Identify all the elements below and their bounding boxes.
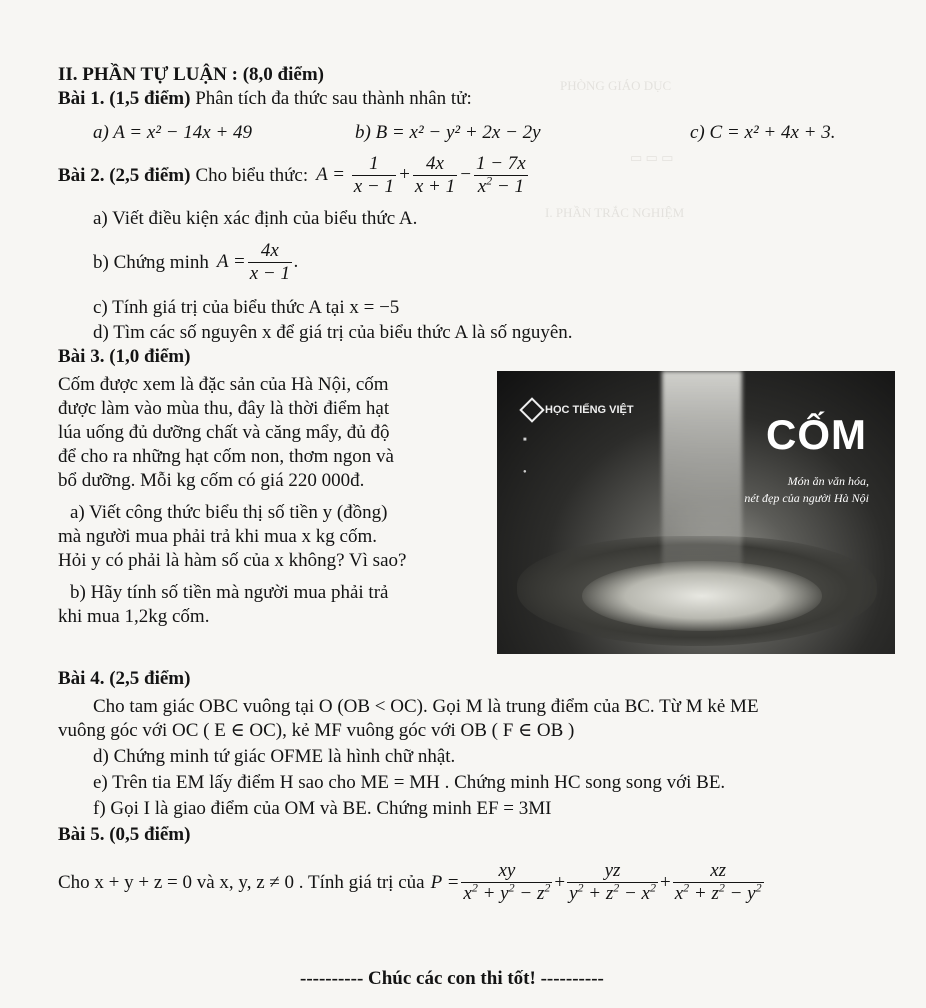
bai2-b: b) Chứng minh (93, 251, 209, 273)
bai4-e: e) Trên tia EM lấy điểm H sao cho ME = MH . Chứng minh HC song song với BE. (93, 772, 726, 793)
frac-1: $\frac{1}{x - 1}$ (353, 153, 395, 197)
bai5-title: Bài 5. (0,5 điểm) (58, 824, 191, 845)
bai4-d: d) Chứng minh tứ giác OFME là hình chữ nhật. (93, 746, 456, 767)
bleed-through-box: ▭ ▭ ▭ (630, 150, 674, 165)
bai3-line-5: bổ dưỡng. Mỗi kg cốm có giá 220 000đ. (58, 470, 365, 491)
photo-title: CỐM (766, 411, 867, 458)
bleed-through-text-2: I. PHẦN TRẮC NGHIỆM (545, 205, 685, 220)
logo-icon (519, 397, 544, 422)
bai4-intro-1: Cho tam giác OBC vuông tại O (OB < OC). Gọi M là trung điểm của BC. Từ M kẻ ME (93, 696, 759, 717)
bai3-line-6: a) Viết công thức biểu thị số tiền y (đồng) (70, 502, 388, 523)
frac-2: $\frac{4x}{x + 1}$ (414, 153, 456, 197)
brand-logo (523, 401, 634, 419)
brand-name: HỌC TIẾNG VIỆT (545, 404, 634, 416)
frac-P-3: $\frac{xz}{x^2 + z^2 - y^2}$ (674, 860, 762, 904)
bai1-title: Bài 1. (1,5 điểm) (58, 88, 191, 109)
bai1-line (58, 88, 472, 110)
bai2-prompt: Cho biểu thức: (195, 164, 309, 186)
bai3-line-8: Hỏi y có phải là hàm số của x không? Vì sao? (58, 550, 407, 571)
bai2-a: a) Viết điều kiện xác định của biểu thức A. (93, 208, 418, 229)
bai3-line-4: để cho ra những hạt cốm non, thơm ngon và (58, 446, 394, 467)
bai2-title: Bài 2. (2,5 điểm) (58, 164, 191, 186)
com-pile (582, 561, 822, 631)
bai2-line (58, 153, 530, 198)
bai2-expression: A = $\frac{1}{x - 1}$ + $\frac{4x}{x + 1}$ − $\frac{1 - 7x}{x^2 - 1}$ (316, 153, 526, 197)
bleed-through-text: PHÒNG GIÁO DỤC (560, 78, 672, 93)
phone-icon: ● (523, 469, 527, 475)
com-photo (497, 371, 895, 654)
bai3-line-10: khi mua 1,2kg cốm. (58, 606, 210, 627)
falling-com-grains (662, 371, 742, 591)
bai5-prompt: Cho x + y + z = 0 và x, y, z ≠ 0 . Tính giá trị của (58, 871, 425, 893)
bai3-line-1: Cốm được xem là đặc sản của Hà Nội, cốm (58, 374, 389, 395)
bai5-line: Cho x + y + z = 0 và x, y, z ≠ 0 . Tính giá trị của P = $\frac{xy}{x^2 + y^2 - z^2}$ + $\frac{yz}{y^2 + z^2 - x^2}$ + $\frac{xz}{x^2 + z^2 - y^2}$ (58, 860, 762, 904)
frac-3: $\frac{1 - 7x}{x^2 - 1}$ (475, 153, 526, 197)
photo-subtitle-2: nét đẹp của người Hà Nội (744, 491, 869, 505)
bai3-line-9: b) Hãy tính số tiền mà người mua phải trả (70, 582, 389, 603)
bai3-line-3: lúa uống đủ dưỡng chất và căng mẩy, đủ độ (58, 422, 390, 443)
photo-subtitle-1: Món ăn văn hóa, (787, 474, 869, 488)
bai4-f: f) Gọi I là giao điểm của OM và BE. Chứng minh EF = 3MI (93, 798, 552, 819)
bai1-prompt: Phân tích đa thức sau thành nhân tử: (195, 88, 472, 109)
section-heading: II. PHẦN TỰ LUẬN : (8,0 điểm) (58, 64, 324, 85)
bai4-intro-2: vuông góc với OC ( E ∈ OC), kẻ MF vuông góc với OB ( F ∈ OB ) (58, 720, 575, 741)
bai3-line-2: được làm vào mùa thu, đây là thời điểm hạt (58, 398, 390, 419)
bai4-title: Bài 4. (2,5 điểm) (58, 668, 191, 689)
frac-P-2: $\frac{yz}{y^2 + z^2 - x^2}$ (569, 860, 656, 904)
bai2-c: c) Tính giá trị của biểu thức A tại x = −5 (93, 297, 400, 318)
social-icon: ■ (523, 437, 527, 443)
bai2-d: d) Tìm các số nguyên x để giá trị của biểu thức A là số nguyên. (93, 322, 573, 343)
bai1-c: c) C = x² + 4x + 3. (690, 122, 836, 143)
bai2-b-line (93, 240, 299, 285)
bai3-line-7: mà người mua phải trả khi mua x kg cốm. (58, 526, 378, 547)
bai1-b: b) B = x² − y² + 2x − 2y (355, 122, 541, 143)
bai5-P: P = (430, 871, 460, 893)
frac-P-1: $\frac{xy}{x^2 + y^2 - z^2}$ (463, 860, 551, 904)
bai1-a: a) A = x² − 14x + 49 (93, 122, 253, 143)
bai3-title: Bài 3. (1,0 điểm) (58, 346, 191, 367)
footer-wish: ---------- Chúc các con thi tốt! ---------- (300, 968, 604, 989)
bai2-b-expression: A = $\frac{4x}{x - 1}$ . (216, 240, 299, 284)
